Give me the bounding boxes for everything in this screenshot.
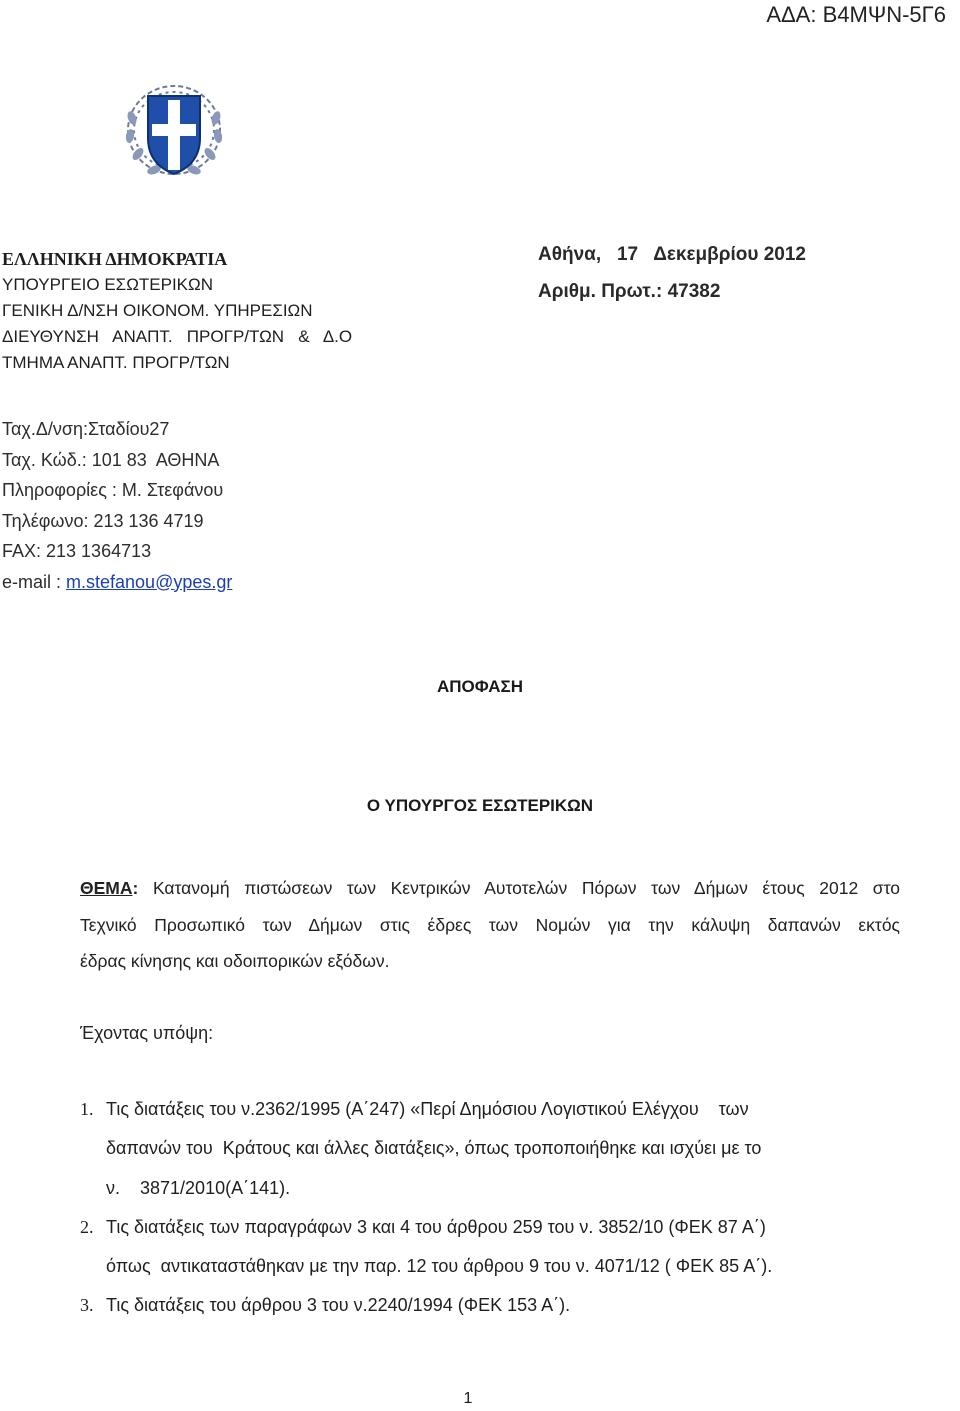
list-item xyxy=(80,1286,870,1325)
having-heading: Έχοντας υπόψη: xyxy=(80,1023,214,1043)
considerations-list xyxy=(80,1090,870,1326)
subject-colon: : xyxy=(132,878,139,898)
email-row xyxy=(2,567,232,598)
directorate-line: ΔΙΕΥΘΥΝΣΗ ΑΝΑΠΤ. ΠΡΟΓΡ/ΤΩΝ & Δ.Ο xyxy=(2,327,353,346)
subject-label: ΘΕΜΑ xyxy=(80,878,133,898)
ministry-header xyxy=(2,246,352,376)
address: Ταχ.Δ/νση:Σταδίου27 xyxy=(2,419,170,439)
ministry-line: ΥΠΟΥΡΓΕΙΟ ΕΣΩΤΕΡΙΚΩΝ xyxy=(2,275,214,294)
email-link[interactable]: m.stefanou@ypes.gr xyxy=(66,571,233,592)
phone: Τηλέφωνο: 213 136 4719 xyxy=(2,510,204,531)
subject-line-1 xyxy=(80,870,900,907)
list-number: 1. xyxy=(80,1099,94,1119)
subject-line-3: έδρας κίνησης και οδοιπορικών εξόδων. xyxy=(80,951,390,971)
general-directorate-line: ΓΕΝΙΚΗ Δ/ΝΣΗ ΟΙΚΟΝΟΜ. ΥΠΗΡΕΣΙΩΝ xyxy=(2,301,313,320)
list-item xyxy=(80,1208,870,1287)
coat-of-arms-icon xyxy=(118,78,230,186)
list-line: Τις διατάξεις του άρθρου 3 του ν.2240/1994 (ΦΕΚ 153 Α΄). xyxy=(106,1295,571,1316)
email-label: e-mail : xyxy=(2,571,67,592)
subject-paragraph xyxy=(80,870,900,980)
subject-text-1: Κατανομή πιστώσεων των Κεντρικών Αυτοτελών Πόρων των Δήμων έτους 2012 στο xyxy=(138,878,900,898)
minister-title: Ο ΥΠΟΥΡΓΟΣ ΕΣΩΤΕΡΙΚΩΝ xyxy=(366,796,594,815)
list-item xyxy=(80,1090,870,1208)
subject-line-2: Τεχνικό Προσωπικό των Δήμων στις έδρες των Νομών για την κάλυψη δαπανών εκτός xyxy=(80,914,900,935)
place-date: Αθήνα, 17 Δεκεμβρίου 2012 xyxy=(538,244,806,265)
list-number: 2. xyxy=(80,1216,94,1237)
department-line: ΤΜΗΜΑ ΑΝΑΠΤ. ΠΡΟΓΡ/ΤΩΝ xyxy=(2,353,230,372)
information-contact: Πληροφορίες : Μ. Στεφάνου xyxy=(2,480,224,500)
list-line: όπως αντικαταστάθηκαν με την παρ. 12 του άρθρου 9 του ν. 4071/12 ( ΦΕΚ 85 Α΄). xyxy=(106,1256,773,1277)
ada-code: ΑΔΑ: Β4ΜΨΝ-5Γ6 xyxy=(766,2,946,27)
list-number: 3. xyxy=(80,1295,94,1316)
republic-line: ΕΛΛΗΝΙΚΗ ΔΗΜΟΚΡΑΤΙΑ xyxy=(2,249,228,269)
list-line: ν. 3871/2010(Α΄141). xyxy=(106,1177,291,1198)
date-block xyxy=(538,236,806,310)
decision-title: ΑΠΟΦΑΣΗ xyxy=(436,677,524,696)
list-line: δαπανών του Κράτους και άλλες διατάξεις», όπως τροποποιήθηκε και ισχύει με το xyxy=(106,1138,762,1159)
fax: FAX: 213 1364713 xyxy=(2,541,152,561)
postal-code: Ταχ. Κώδ.: 101 83 ΑΘΗΝΑ xyxy=(2,449,220,470)
list-line: Τις διατάξεις του ν.2362/1995 (Α΄247) «Περί Δημόσιου Λογιστικού Ελέγχου των xyxy=(106,1099,749,1119)
page-number: 1 xyxy=(463,1390,473,1407)
list-line: Τις διατάξεις των παραγράφων 3 και 4 του άρθρου 259 του ν. 3852/10 (ΦΕΚ 87 Α΄) xyxy=(106,1216,766,1237)
protocol-number: Αριθμ. Πρωτ.: 47382 xyxy=(538,281,721,302)
contact-block xyxy=(2,414,232,597)
